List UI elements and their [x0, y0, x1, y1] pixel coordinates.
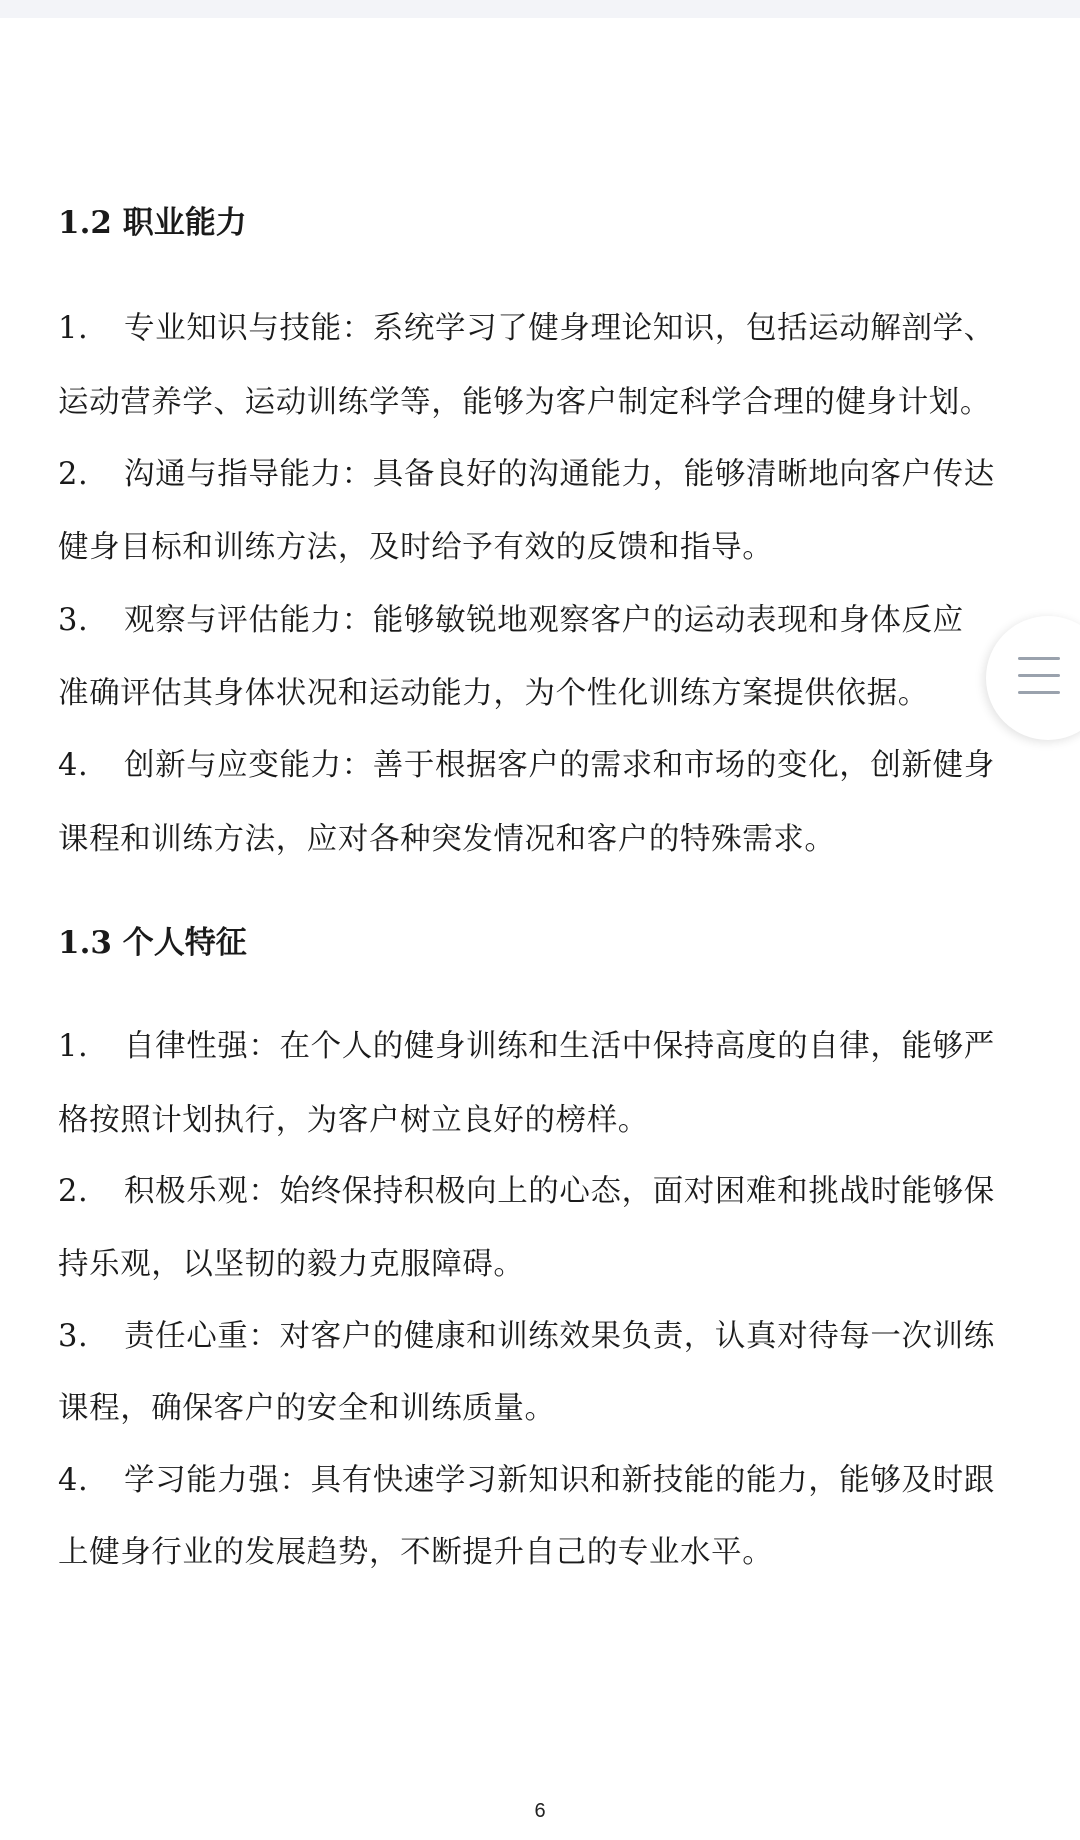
list-item-1-3-3	[58, 1317, 995, 1357]
section-heading-1-2: 1.2 职业能力	[58, 205, 247, 241]
menu-icon	[1018, 657, 1060, 697]
list-item-1-3-1	[58, 1027, 995, 1067]
section-heading-1-3: 1.3 个人特征	[58, 925, 247, 961]
list-text: 责任心重：对客户的健康和训练效果负责，认真对待每一次训练	[124, 1319, 995, 1354]
list-text: 沟通与指导能力：具备良好的沟通能力，能够清晰地向客户传达	[124, 457, 995, 492]
top-strip	[0, 0, 1080, 18]
floating-menu-button[interactable]	[986, 616, 1080, 740]
list-item-continuation: 健身目标和训练方法，及时给予有效的反馈和指导。	[58, 530, 774, 565]
list-item-1-3-2	[58, 1172, 995, 1212]
list-number: 1.	[58, 311, 89, 346]
list-number: 3.	[58, 603, 89, 638]
list-text: 专业知识与技能：系统学习了健身理论知识，包括运动解剖学、	[124, 311, 995, 346]
list-item-1-2-4	[58, 746, 995, 786]
list-text: 自律性强：在个人的健身训练和生活中保持高度的自律，能够严	[124, 1029, 995, 1064]
list-item-continuation: 格按照计划执行，为客户树立良好的榜样。	[58, 1103, 649, 1138]
page-number: 6	[534, 1800, 546, 1822]
list-item-continuation: 运动营养学、运动训练学等，能够为客户制定科学合理的健身计划。	[58, 385, 991, 420]
list-number: 3.	[58, 1319, 89, 1354]
list-number: 2.	[58, 1174, 89, 1209]
list-item-1-2-1	[58, 309, 995, 349]
list-item-continuation: 课程，确保客户的安全和训练质量。	[58, 1391, 556, 1426]
list-number: 1.	[58, 1029, 89, 1064]
list-item-1-2-2	[58, 455, 995, 495]
list-item-1-3-4	[58, 1461, 995, 1501]
list-item-continuation: 上健身行业的发展趋势，不断提升自己的专业水平。	[58, 1535, 774, 1570]
list-text: 积极乐观：始终保持积极向上的心态，面对困难和挑战时能够保	[124, 1174, 995, 1209]
list-item-1-2-3	[58, 601, 964, 641]
list-text: 学习能力强：具有快速学习新知识和新技能的能力，能够及时跟	[124, 1463, 995, 1498]
list-text: 观察与评估能力：能够敏锐地观察客户的运动表现和身体反应	[124, 603, 964, 638]
list-item-continuation: 课程和训练方法，应对各种突发情况和客户的特殊需求。	[58, 822, 836, 857]
list-item-continuation: 准确评估其身体状况和运动能力，为个性化训练方案提供依据。	[58, 676, 929, 711]
list-number: 4.	[58, 1463, 89, 1498]
list-text: 创新与应变能力：善于根据客户的需求和市场的变化，创新健身	[124, 748, 995, 783]
list-item-continuation: 持乐观，以坚韧的毅力克服障碍。	[58, 1247, 525, 1282]
list-number: 2.	[58, 457, 89, 492]
list-number: 4.	[58, 748, 89, 783]
